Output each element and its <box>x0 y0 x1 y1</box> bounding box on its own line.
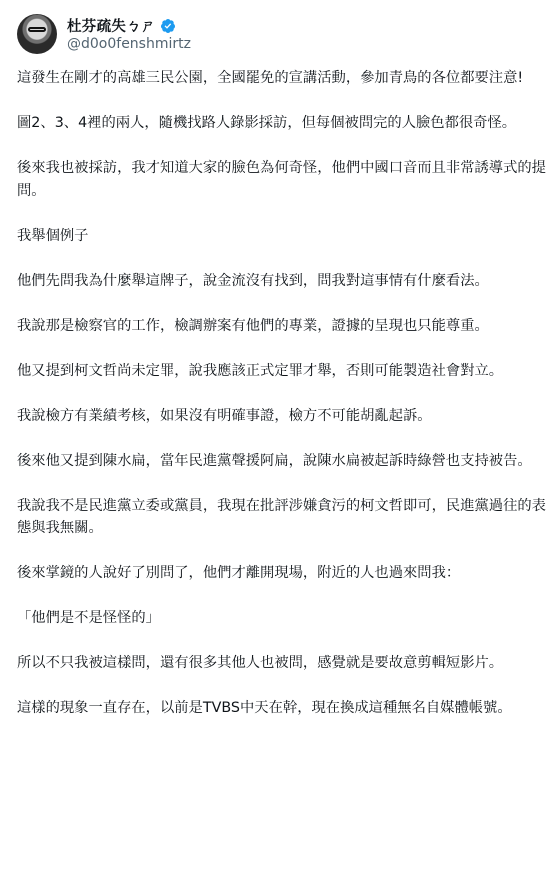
post-paragraph: 我說那是檢察官的工作，檢調辦案有他們的專業，證據的呈現也只能尊重。 <box>17 317 489 334</box>
post-paragraph: 後來我也被採訪，我才知道大家的臉色為何奇怪，他們中國口音而且非常誘導式的提問。 <box>17 160 546 199</box>
avatar[interactable] <box>17 14 57 54</box>
author-handle[interactable]: @d0o0fenshmirtz <box>67 36 191 52</box>
post-paragraph: 這樣的現象一直存在，以前是TVBS中天在幹，現在換成這種無名自媒體帳號。 <box>17 700 512 716</box>
post-paragraph: 我說我不是民進黨立委或黨員，我現在批評涉嫌貪污的柯文哲即可，民進黨過往的表態與我無關。 <box>17 497 546 536</box>
post-paragraph: 後來掌鏡的人說好了別問了，他們才離開現場，附近的人也過來問我： <box>17 565 461 581</box>
verified-badge-icon <box>160 18 176 34</box>
post-body <box>17 67 547 742</box>
post-paragraph: 這發生在剛才的高雄三民公園，全國罷免的宣講活動，參加青鳥的各位都要注意! <box>17 70 524 86</box>
post-paragraph: 圖2、3、4裡的兩人，隨機找路人錄影採訪，但每個被問完的人臉色都很奇怪。 <box>17 115 517 131</box>
author-display-name[interactable]: 杜芬疏失ㄅㄕ <box>67 19 156 35</box>
post-paragraph: 我舉個例子 <box>17 227 89 244</box>
post-paragraph: 後來他又提到陳水扁，當年民進黨聲援阿扁，說陳水扁被起訴時綠營也支持被告。 <box>17 452 532 469</box>
post-paragraph: 「他們是不是怪怪的」 <box>17 610 160 626</box>
post-header <box>17 12 547 56</box>
author-name-row <box>67 15 176 36</box>
post-paragraph: 我說檢方有業績考核，如果沒有明確事證，檢方不可能胡亂起訴。 <box>17 407 432 424</box>
post-paragraph: 他們先問我為什麼舉這牌子，說金流沒有找到，問我對這事情有什麼看法。 <box>17 272 489 289</box>
post-paragraph: 他又提到柯文哲尚未定罪，說我應該正式定罪才舉，否則可能製造社會對立。 <box>17 362 504 379</box>
post-paragraph: 所以不只我被這樣問，還有很多其他人也被問，感覺就是要故意剪輯短影片。 <box>17 655 504 671</box>
avatar-glasses-icon <box>28 27 46 32</box>
